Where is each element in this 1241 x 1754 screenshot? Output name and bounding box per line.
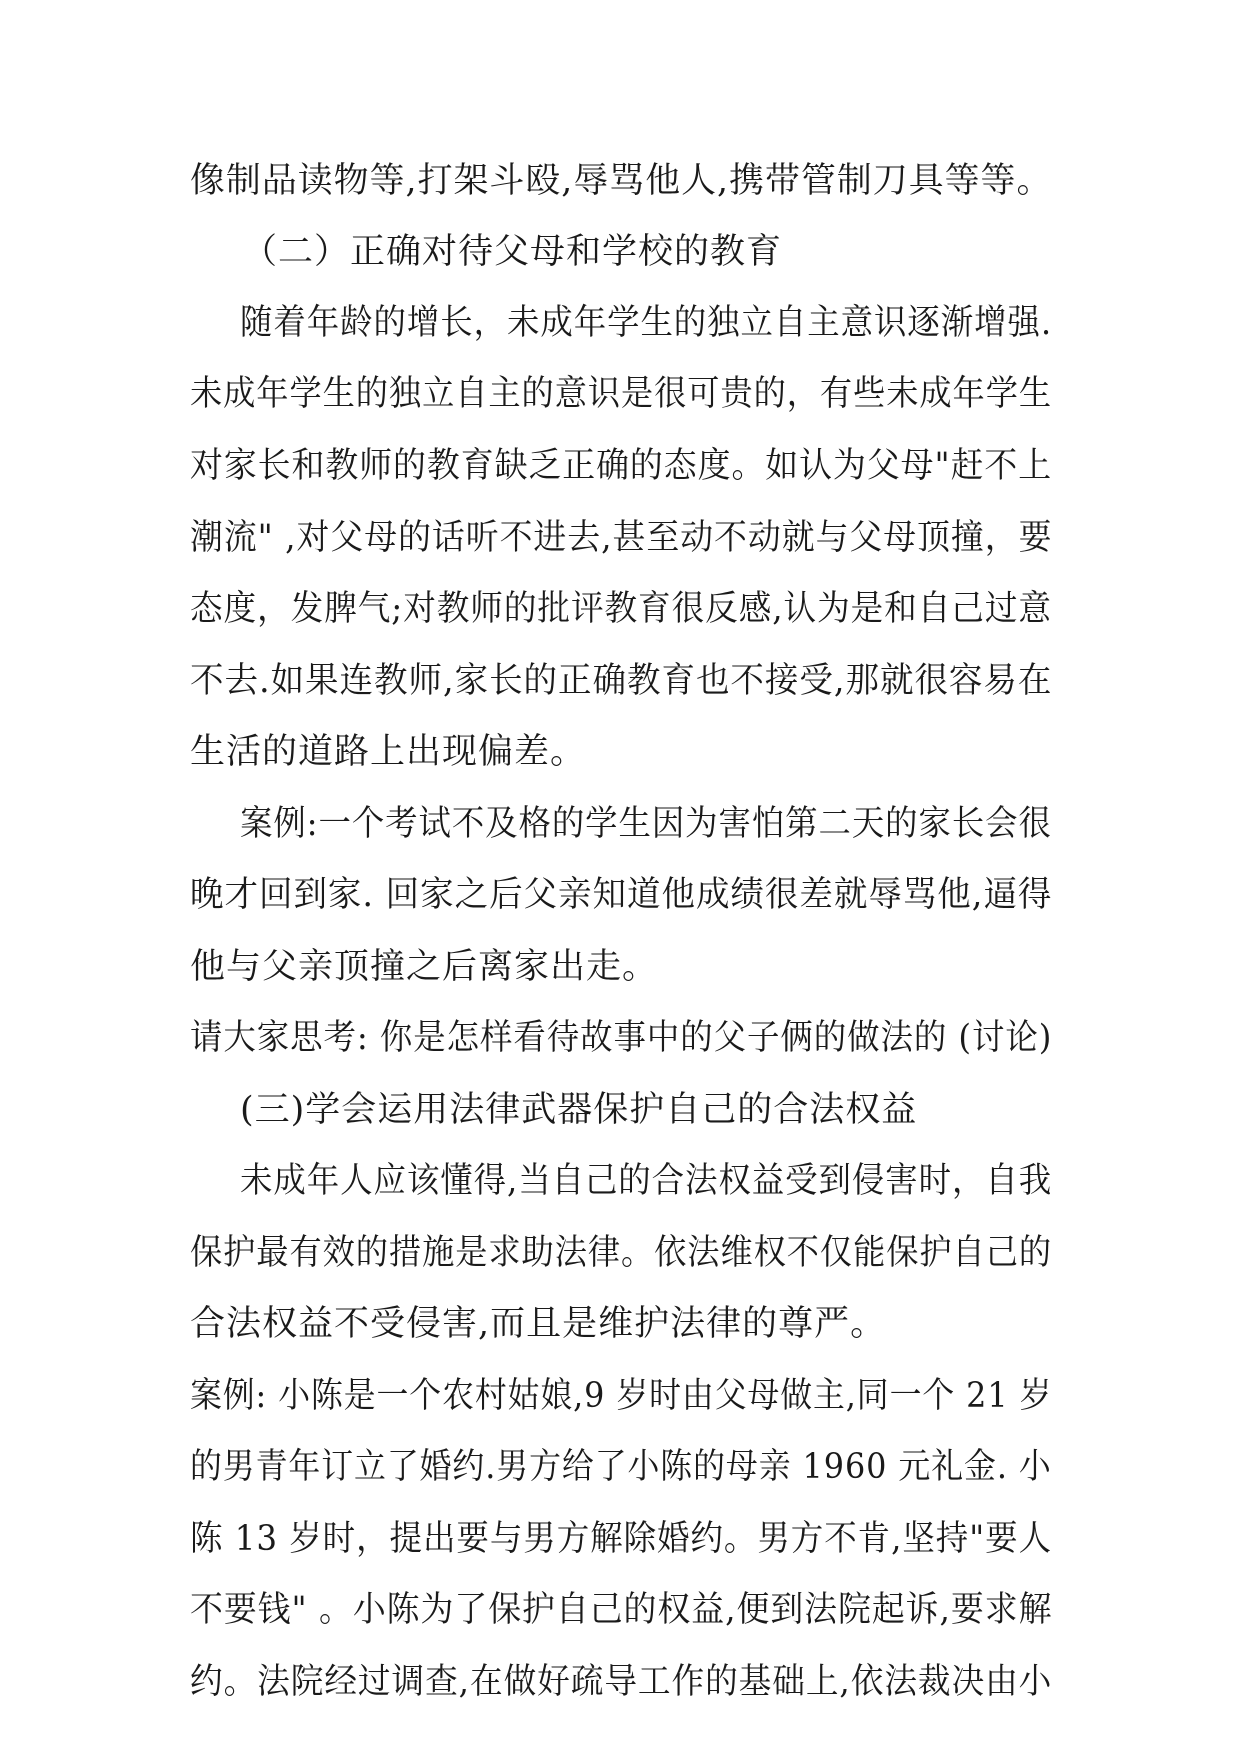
text-line: 陈 13 岁时，提出要与男方解除婚约。男方不肯,坚持"要人 [190,1519,1053,1559]
text-line: 生活的道路上出现偏差。 [190,732,587,772]
text-line: 的男青年订立了婚约.男方给了小陈的母亲 1960 元礼金. 小 [190,1447,1052,1487]
text-line: 态度，发脾气;对教师的批评教育很反感,认为是和自己过意 [190,589,1052,629]
text-line: 晚才回到家. 回家之后父亲知道他成绩很差就辱骂他,逼得 [190,875,1053,915]
text-line: 案例: 小陈是一个农村姑娘,9 岁时由父母做主,同一个 21 岁 [190,1376,1053,1416]
text-line: 未成年学生的独立自主的意识是很可贵的，有些未成年学生 [190,374,1053,414]
text-line: 他与父亲顶撞之后离家出走。 [190,947,659,987]
text-line: 像制品读物等,打架斗殴,辱骂他人,携带管制刀具等等。 [190,161,1053,201]
section-heading: （二）正确对待父母和学校的教育 [242,232,783,272]
text-line: 潮流" ,对父母的话听不进去,甚至动不动就与父母顶撞，要 [190,518,1053,558]
text-line: 案例:一个考试不及格的学生因为害怕第二天的家长会很 [240,804,1052,844]
text-line: 合法权益不受侵害,而且是维护法律的尊严。 [190,1304,887,1344]
text-line: 未成年人应该懂得,当自己的合法权益受到侵害时，自我 [240,1161,1053,1201]
section-heading: (三)学会运用法律武器保护自己的合法权益 [240,1090,918,1130]
text-line: 不去.如果连教师,家长的正确教育也不接受,那就很容易在 [190,661,1053,701]
text-line: 保护最有效的措施是求助法律。依法维权不仅能保护自己的 [190,1233,1053,1273]
text-line: 不要钱" 。小陈为了保护自己的权益,便到法院起诉,要求解 [190,1590,1053,1630]
text-line: 随着年龄的增长，未成年学生的独立自主意识逐渐增强. [240,303,1053,343]
text-line: 对家长和教师的教育缺乏正确的态度。如认为父母"赶不上 [190,446,1053,486]
text-line: 请大家思考: 你是怎样看待故事中的父子俩的做法的 (讨论) [190,1018,1053,1058]
text-line: 约。法院经过调查,在做好疏导工作的基础上,依法裁决由小 [190,1662,1053,1702]
